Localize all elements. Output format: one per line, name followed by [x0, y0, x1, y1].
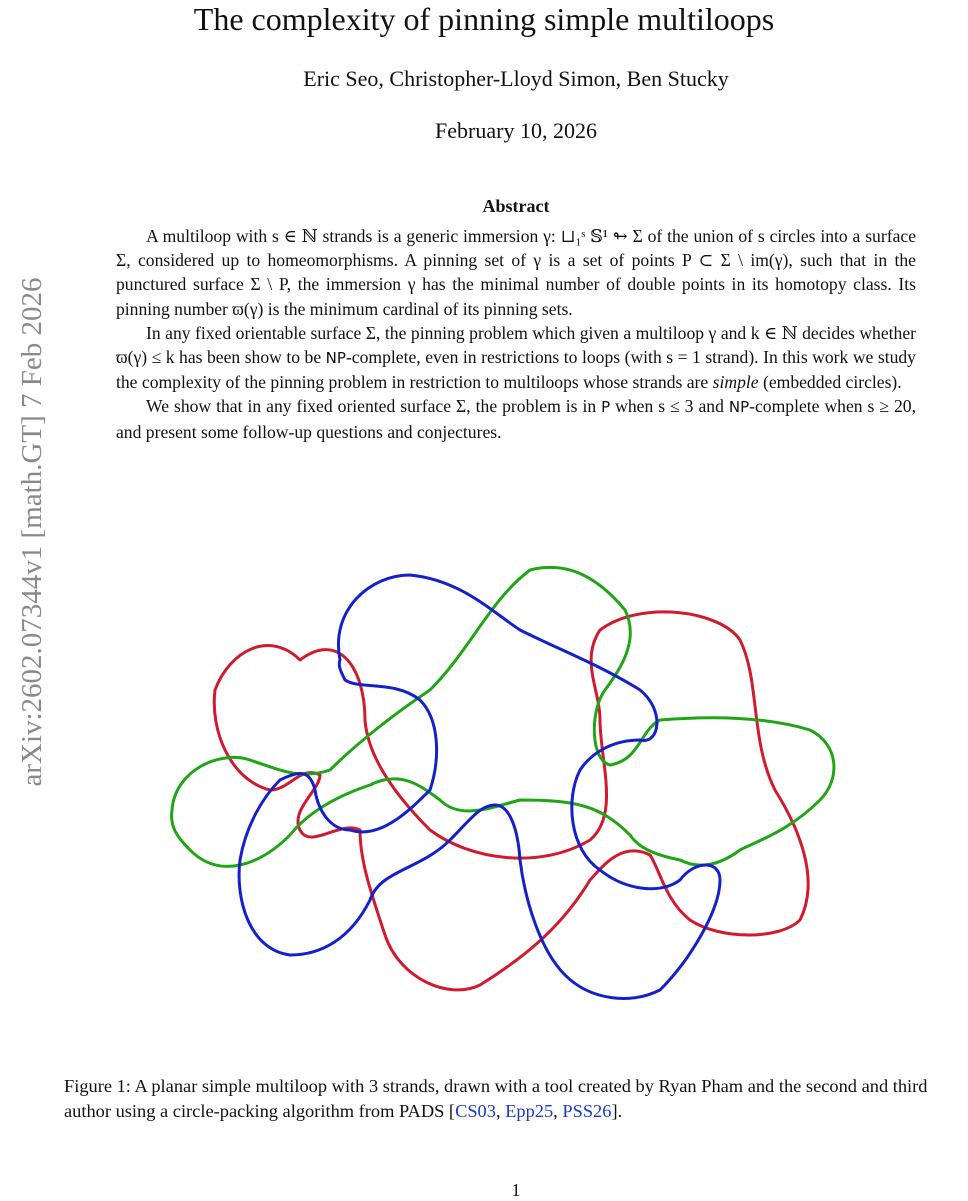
abstract-paragraph-2: In any fixed orientable surface Σ, the pinning problem which given a multiloop γ and k ∈ ℕ decides whether ϖ(γ) ≤ k has been show to be NP-complete, even in restrictions to loops (with s = 1 strand). In this work we study the complexity of the pinning problem in restriction to multiloops whose strands are simple (embedded circles).	[116, 322, 916, 393]
green-strand	[172, 567, 834, 866]
abstract-paragraph-1: A multiloop with s ∈ ℕ strands is a generic immersion γ: ⊔₁ˢ 𝕊¹ ↬ Σ of the union of s circles into a surface Σ, considered up to homeomorphisms. A pinning set of γ is a set of points P ⊂ Σ \ im(γ), such that in the punctured surface Σ \ P, the immersion γ has the minimal number of double points in its homotopy class. Its pinning number ϖ(γ) is the minimum cardinal of its pinning sets.	[116, 226, 916, 319]
multiloop-figure	[150, 556, 850, 1016]
page-number: 1	[511, 1180, 521, 1200]
author-list: Eric Seo, Christopher-Lloyd Simon, Ben Stucky	[303, 66, 729, 91]
abstract-paragraph-3: We show that in any fixed oriented surface Σ, the problem is in P when s ≤ 3 and NP-complete when s ≥ 20, and present some follow-up questions and conjectures.	[116, 396, 916, 442]
arxiv-stamp: arXiv:2602.07344v1 [math.GT] 7 Feb 2026	[16, 277, 48, 787]
citation-cs03[interactable]: CS03	[455, 1101, 496, 1121]
blue-strand	[239, 575, 720, 998]
citation-epp25[interactable]: Epp25	[505, 1101, 554, 1121]
abstract-heading: Abstract	[482, 196, 550, 216]
abstract-body	[116, 224, 916, 444]
publication-date: February 10, 2026	[435, 118, 597, 143]
citation-pss26[interactable]: PSS26	[562, 1101, 612, 1121]
figure-caption: Figure 1: A planar simple multiloop with 3 strands, drawn with a tool created by Ryan Pham and the second and third author using a circle-packing algorithm from PADS [CS03, Epp25, PSS26].	[64, 1076, 928, 1121]
paper-title: The complexity of pinning simple multiloops	[193, 1, 775, 37]
